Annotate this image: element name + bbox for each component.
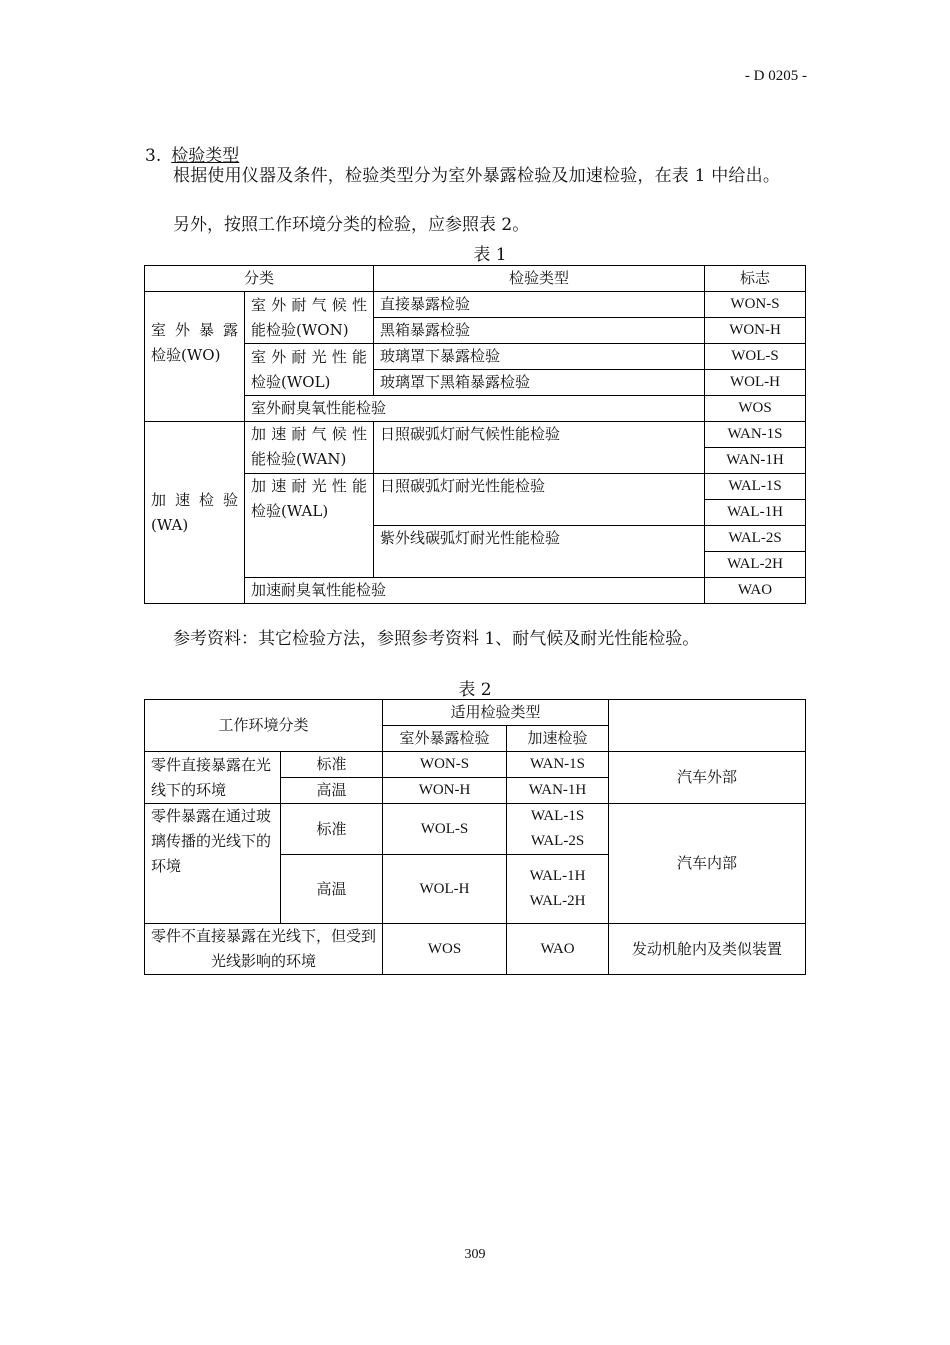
code-wal-s-group: WAL-1S WAL-2S (507, 804, 609, 855)
env-glass: 零件暴露在通过玻璃传播的光线下的环境 (145, 804, 281, 924)
type-blackbox: 黑箱暴露检验 (374, 318, 705, 344)
mark-wan-1s: WAN-1S (705, 422, 806, 448)
section-number: 3. (145, 146, 162, 166)
mark-won-s: WON-S (705, 292, 806, 318)
sub-wal: 加速耐光性能 检验(WAL) (245, 474, 374, 578)
group-wo: 室外暴露 检验(WO) (145, 292, 245, 422)
type-glass-blackbox: 玻璃罩下黑箱暴露检验 (374, 370, 705, 396)
header-test-type: 检验类型 (374, 266, 705, 292)
sub-wao: 加速耐臭氧性能检验 (245, 578, 705, 604)
code-wan-1s: WAN-1S (507, 752, 609, 778)
header-blank (609, 700, 806, 752)
table-1 (144, 265, 806, 604)
code-wol-s: WOL-S (383, 804, 507, 855)
type-glass: 玻璃罩下暴露检验 (374, 344, 705, 370)
table-row (145, 700, 806, 726)
code-wan-1h: WAN-1H (507, 778, 609, 804)
group-wa: 加速检验 (WA) (145, 422, 245, 604)
header-mark: 标志 (705, 266, 806, 292)
table-row (145, 474, 806, 500)
header-env: 工作环境分类 (145, 700, 383, 752)
type-uv-light: 紫外线碳弧灯耐光性能检验 (374, 526, 705, 578)
type-direct: 直接暴露检验 (374, 292, 705, 318)
mark-wos: WOS (705, 396, 806, 422)
section-heading (145, 141, 239, 166)
table-row (145, 292, 806, 318)
table-row (145, 752, 806, 778)
section-paragraph-2: 另外，按照工作环境分类的检验，应参照表 2。 (173, 215, 530, 235)
mark-wol-s: WOL-S (705, 344, 806, 370)
loc-exterior: 汽车外部 (609, 752, 806, 804)
cond-high-temp: 高温 (281, 855, 383, 924)
table-2 (144, 699, 806, 975)
section-paragraph-1: 根据使用仪器及条件，检验类型分为室外暴露检验及加速检验，在表 1 中给出。 (173, 166, 781, 186)
code-wal-h-group: WAL-1H WAL-2H (507, 855, 609, 924)
section-title: 检验类型 (171, 146, 240, 166)
type-sunshine-weather: 日照碳弧灯耐气候性能检验 (374, 422, 705, 474)
loc-interior: 汽车内部 (609, 804, 806, 924)
sub-wol: 室外耐光性能 检验(WOL) (245, 344, 374, 396)
cond-high-temp: 高温 (281, 778, 383, 804)
mark-wal-2s: WAL-2S (705, 526, 806, 552)
mark-wao: WAO (705, 578, 806, 604)
loc-engine: 发动机舱内及类似装置 (609, 924, 806, 975)
table-row (145, 396, 806, 422)
table-row (145, 924, 806, 975)
table2-caption: 表 2 (458, 680, 492, 700)
mark-won-h: WON-H (705, 318, 806, 344)
type-sunshine-light: 日照碳弧灯耐光性能检验 (374, 474, 705, 526)
mark-wal-1s: WAL-1S (705, 474, 806, 500)
code-wol-h: WOL-H (383, 855, 507, 924)
mark-wal-2h: WAL-2H (705, 552, 806, 578)
table-row (145, 266, 806, 292)
header-accel: 加速检验 (507, 726, 609, 752)
sub-wos: 室外耐臭氧性能检验 (245, 396, 705, 422)
page-number: 309 (464, 1247, 486, 1262)
table1-caption: 表 1 (473, 245, 507, 265)
table-row (145, 804, 806, 855)
header-applicable: 适用检验类型 (383, 700, 609, 726)
sub-won: 室外耐气候性 能检验(WON) (245, 292, 374, 344)
code-wao: WAO (507, 924, 609, 975)
table-row (145, 344, 806, 370)
env-direct: 零件直接暴露在光线下的环境 (145, 752, 281, 804)
env-indirect: 零件不直接暴露在光线下，但受到光线影响的环境 (145, 924, 383, 975)
mark-wan-1h: WAN-1H (705, 448, 806, 474)
table-row (145, 578, 806, 604)
mark-wal-1h: WAL-1H (705, 500, 806, 526)
header-outdoor: 室外暴露检验 (383, 726, 507, 752)
header-category: 分类 (145, 266, 374, 292)
code-won-s: WON-S (383, 752, 507, 778)
cond-standard: 标准 (281, 804, 383, 855)
reference-note: 参考资料：其它检验方法，参照参考资料 1、耐气候及耐光性能检验。 (173, 629, 700, 649)
sub-wan: 加速耐气候性 能检验(WAN) (245, 422, 374, 474)
table-row (145, 422, 806, 448)
code-won-h: WON-H (383, 778, 507, 804)
code-wos: WOS (383, 924, 507, 975)
mark-wol-h: WOL-H (705, 370, 806, 396)
document-code: - D 0205 - (744, 68, 807, 84)
cond-standard: 标准 (281, 752, 383, 778)
